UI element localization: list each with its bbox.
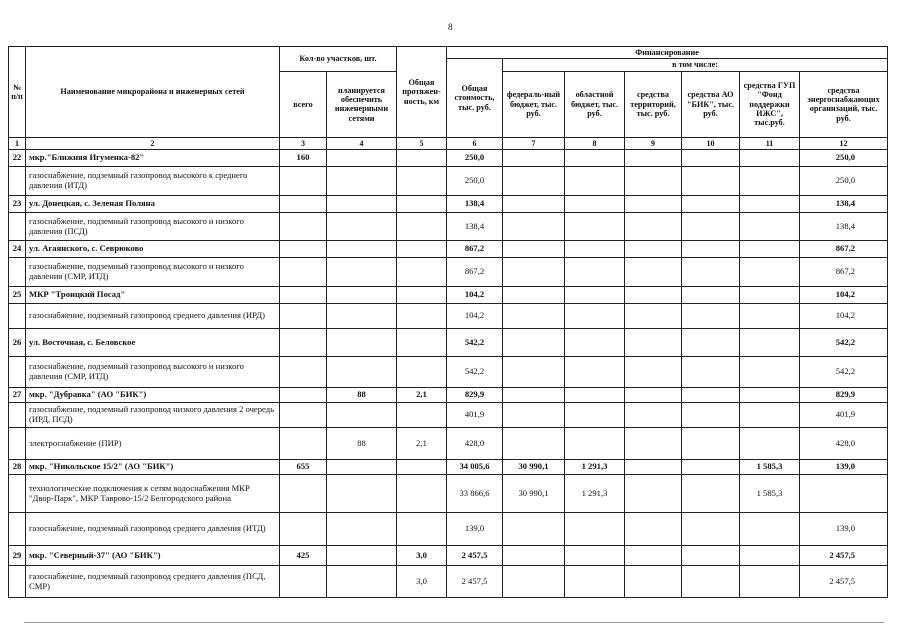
energy-cell: 250,0	[800, 150, 888, 167]
plots-planned-cell	[327, 241, 397, 258]
col-header-regional: областной бюджет, тыс. руб.	[565, 71, 625, 137]
territories-cell	[625, 258, 682, 287]
row-name: мкр. "Дубравка" (АО "БИК")	[26, 388, 280, 403]
plots-total-cell	[280, 403, 327, 428]
col-header-energy: средства энергоснабжающих организаций, тыс. руб.	[800, 71, 888, 137]
total-cost-cell: 104,2	[447, 287, 503, 304]
row-name: электроснабжение (ПИР)	[26, 428, 280, 460]
group-row	[9, 241, 888, 258]
row-number	[9, 428, 26, 460]
federal-cell	[503, 388, 565, 403]
bik-cell	[682, 475, 740, 513]
energy-cell: 401,9	[800, 403, 888, 428]
row-name: газоснабжение, подземный газопровод среднего давления (ИРД)	[26, 304, 280, 329]
plots-total-cell	[280, 213, 327, 241]
col-header-federal: федераль-ный бюджет, тыс. руб.	[503, 71, 565, 137]
fund-cell	[740, 213, 800, 241]
federal-cell	[503, 403, 565, 428]
row-name: газоснабжение, подземный газопровод среднего давления (ПСД, СМР)	[26, 566, 280, 598]
regional-cell	[565, 241, 625, 258]
column-number: 9	[625, 137, 682, 149]
total-cost-cell: 542,2	[447, 357, 503, 388]
energy-cell: 542,2	[800, 329, 888, 357]
row-number: 24	[9, 241, 26, 258]
row-number	[9, 167, 26, 196]
fund-cell	[740, 329, 800, 357]
col-header-total-cost: Общая стоимость, тыс. руб.	[447, 59, 503, 137]
row-number: 26	[9, 329, 26, 357]
federal-cell: 30 990,1	[503, 475, 565, 513]
plots-planned-cell	[327, 150, 397, 167]
column-number: 2	[26, 137, 280, 149]
territories-cell	[625, 357, 682, 388]
plots-total-cell	[280, 241, 327, 258]
row-name: ул. Агаянского, с. Севрюково	[26, 241, 280, 258]
regional-cell	[565, 566, 625, 598]
federal-cell	[503, 150, 565, 167]
total-cost-cell: 867,2	[447, 258, 503, 287]
bik-cell	[682, 167, 740, 196]
territories-cell	[625, 304, 682, 329]
regional-cell	[565, 329, 625, 357]
regional-cell	[565, 196, 625, 213]
territories-cell	[625, 513, 682, 546]
column-number: 11	[740, 137, 800, 149]
territories-cell	[625, 329, 682, 357]
table-row	[9, 213, 888, 241]
row-name: мкр."Ближняя Игуменка-82"	[26, 150, 280, 167]
regional-cell	[565, 388, 625, 403]
plots-planned-cell	[327, 213, 397, 241]
energy-cell: 104,2	[800, 287, 888, 304]
col-header-territories: средства территорий, тыс. руб.	[625, 71, 682, 137]
federal-cell	[503, 304, 565, 329]
federal-cell	[503, 258, 565, 287]
length-cell	[397, 150, 447, 167]
plots-planned-cell	[327, 403, 397, 428]
length-cell	[397, 475, 447, 513]
row-number	[9, 357, 26, 388]
plots-total-cell: 425	[280, 546, 327, 566]
regional-cell	[565, 213, 625, 241]
plots-total-cell	[280, 388, 327, 403]
total-cost-cell: 401,9	[447, 403, 503, 428]
energy-cell: 867,2	[800, 241, 888, 258]
row-name: газоснабжение, подземный газопровод среднего давления (ИТД)	[26, 513, 280, 546]
fund-cell	[740, 403, 800, 428]
group-row	[9, 546, 888, 566]
energy-cell: 250,0	[800, 167, 888, 196]
territories-cell	[625, 475, 682, 513]
fund-cell	[740, 150, 800, 167]
fund-cell	[740, 546, 800, 566]
bik-cell	[682, 388, 740, 403]
federal-cell	[503, 287, 565, 304]
total-cost-cell: 33 866,6	[447, 475, 503, 513]
table-row	[9, 258, 888, 287]
column-number: 6	[447, 137, 503, 149]
fund-cell	[740, 566, 800, 598]
total-cost-cell: 250,0	[447, 167, 503, 196]
group-row	[9, 329, 888, 357]
bik-cell	[682, 329, 740, 357]
plots-total-cell	[280, 513, 327, 546]
federal-cell	[503, 428, 565, 460]
financing-table	[8, 46, 888, 598]
col-header-name: Наименование микрорайона и инженерных сетей	[26, 47, 280, 138]
length-cell	[397, 329, 447, 357]
fund-cell	[740, 196, 800, 213]
plots-total-cell	[280, 428, 327, 460]
bik-cell	[682, 304, 740, 329]
plots-total-cell	[280, 196, 327, 213]
territories-cell	[625, 546, 682, 566]
row-name: технологические подключения к сетям водоснабжения МКР "Двор-Парк", МКР Таврово-15/2 Белгородского района	[26, 475, 280, 513]
row-name: газоснабжение, подземный газопровод высокого к среднего давления (ИТД)	[26, 167, 280, 196]
federal-cell	[503, 329, 565, 357]
plots-total-cell: 655	[280, 460, 327, 475]
bik-cell	[682, 357, 740, 388]
plots-total-cell	[280, 258, 327, 287]
total-cost-cell: 34 005,6	[447, 460, 503, 475]
regional-cell	[565, 513, 625, 546]
table-row	[9, 513, 888, 546]
federal-cell	[503, 357, 565, 388]
plots-total-cell: 160	[280, 150, 327, 167]
row-number	[9, 213, 26, 241]
plots-planned-cell: 88	[327, 428, 397, 460]
fund-cell: 1 585,3	[740, 460, 800, 475]
energy-cell: 542,2	[800, 357, 888, 388]
plots-total-cell	[280, 167, 327, 196]
length-cell	[397, 287, 447, 304]
territories-cell	[625, 150, 682, 167]
territories-cell	[625, 196, 682, 213]
bik-cell	[682, 566, 740, 598]
territories-cell	[625, 287, 682, 304]
bik-cell	[682, 460, 740, 475]
total-cost-cell: 829,9	[447, 388, 503, 403]
territories-cell	[625, 241, 682, 258]
table-row	[9, 304, 888, 329]
row-number	[9, 513, 26, 546]
federal-cell	[503, 513, 565, 546]
bik-cell	[682, 428, 740, 460]
fund-cell	[740, 513, 800, 546]
plots-total-cell	[280, 287, 327, 304]
row-number	[9, 475, 26, 513]
table-row	[9, 475, 888, 513]
row-number	[9, 403, 26, 428]
total-cost-cell: 250,0	[447, 150, 503, 167]
row-name: мкр. "Никольское 15/2" (АО "БИК")	[26, 460, 280, 475]
total-cost-cell: 2 457,5	[447, 566, 503, 598]
table-row	[9, 167, 888, 196]
bik-cell	[682, 196, 740, 213]
column-number: 10	[682, 137, 740, 149]
regional-cell: 1 291,3	[565, 460, 625, 475]
plots-planned-cell	[327, 357, 397, 388]
plots-planned-cell: 88	[327, 388, 397, 403]
energy-cell: 104,2	[800, 304, 888, 329]
row-number	[9, 566, 26, 598]
plots-planned-cell	[327, 513, 397, 546]
plots-planned-cell	[327, 287, 397, 304]
column-number: 7	[503, 137, 565, 149]
plots-planned-cell	[327, 167, 397, 196]
energy-cell: 139,0	[800, 513, 888, 546]
row-name: МКР "Троицкий Посад"	[26, 287, 280, 304]
col-header-financing: Финансирование	[447, 47, 888, 59]
total-cost-cell: 139,0	[447, 513, 503, 546]
row-name: газоснабжение, подземный газопровод высокого и низкого давления (СМР, ИТД)	[26, 357, 280, 388]
energy-cell: 138,4	[800, 213, 888, 241]
group-row	[9, 196, 888, 213]
col-header-bik: средства АО "БИК", тыс. руб.	[682, 71, 740, 137]
table-row	[9, 428, 888, 460]
total-cost-cell: 138,4	[447, 196, 503, 213]
col-header-plots-planned: планируется обеспечить инженерными сетями	[327, 71, 397, 137]
group-row	[9, 287, 888, 304]
length-cell	[397, 403, 447, 428]
energy-cell: 138,4	[800, 196, 888, 213]
bik-cell	[682, 513, 740, 546]
plots-total-cell	[280, 566, 327, 598]
table-row	[9, 357, 888, 388]
length-cell: 3,0	[397, 546, 447, 566]
territories-cell	[625, 213, 682, 241]
plots-planned-cell	[327, 475, 397, 513]
row-number: 28	[9, 460, 26, 475]
total-cost-cell: 138,4	[447, 213, 503, 241]
column-number: 8	[565, 137, 625, 149]
territories-cell	[625, 428, 682, 460]
plots-planned-cell	[327, 566, 397, 598]
regional-cell	[565, 167, 625, 196]
plots-planned-cell	[327, 258, 397, 287]
federal-cell	[503, 566, 565, 598]
row-number: 22	[9, 150, 26, 167]
fund-cell	[740, 167, 800, 196]
col-header-num: № п/п	[9, 47, 26, 138]
row-name: ул. Восточная, с. Беловское	[26, 329, 280, 357]
column-number-row	[9, 137, 888, 149]
energy-cell: 2 457,5	[800, 566, 888, 598]
fund-cell	[740, 304, 800, 329]
plots-total-cell	[280, 329, 327, 357]
column-number: 3	[280, 137, 327, 149]
federal-cell	[503, 167, 565, 196]
column-number: 1	[9, 137, 26, 149]
regional-cell	[565, 546, 625, 566]
plots-total-cell	[280, 475, 327, 513]
plots-planned-cell	[327, 460, 397, 475]
fund-cell	[740, 388, 800, 403]
fund-cell	[740, 258, 800, 287]
bik-cell	[682, 403, 740, 428]
table-row	[9, 403, 888, 428]
plots-total-cell	[280, 304, 327, 329]
length-cell	[397, 167, 447, 196]
row-name: мкр. "Северный-37" (АО "БИК")	[26, 546, 280, 566]
energy-cell	[800, 475, 888, 513]
total-cost-cell: 104,2	[447, 304, 503, 329]
length-cell	[397, 196, 447, 213]
length-cell: 2,1	[397, 388, 447, 403]
energy-cell: 139,0	[800, 460, 888, 475]
group-row	[9, 150, 888, 167]
bik-cell	[682, 258, 740, 287]
federal-cell	[503, 196, 565, 213]
federal-cell	[503, 241, 565, 258]
plots-planned-cell	[327, 329, 397, 357]
table-row	[9, 566, 888, 598]
row-number: 25	[9, 287, 26, 304]
length-cell	[397, 304, 447, 329]
row-name: газоснабжение, подземный газопровод высокого и низкого давления (ПСД)	[26, 213, 280, 241]
page-bottom-rule	[24, 622, 884, 623]
regional-cell	[565, 403, 625, 428]
federal-cell: 30 990,1	[503, 460, 565, 475]
energy-cell: 428,0	[800, 428, 888, 460]
column-number: 4	[327, 137, 397, 149]
fund-cell	[740, 357, 800, 388]
total-cost-cell: 428,0	[447, 428, 503, 460]
plots-planned-cell	[327, 196, 397, 213]
regional-cell	[565, 287, 625, 304]
row-number: 23	[9, 196, 26, 213]
length-cell: 2,1	[397, 428, 447, 460]
bik-cell	[682, 241, 740, 258]
row-name: ул. Донецкая, с. Зеленая Поляна	[26, 196, 280, 213]
bik-cell	[682, 287, 740, 304]
federal-cell	[503, 213, 565, 241]
bik-cell	[682, 213, 740, 241]
territories-cell	[625, 403, 682, 428]
group-row	[9, 388, 888, 403]
regional-cell	[565, 150, 625, 167]
col-header-plots-total: всего	[280, 71, 327, 137]
row-name: газоснабжение, подземный газопровод низкого давления 2 очередь (ИРД, ПСД)	[26, 403, 280, 428]
plots-total-cell	[280, 357, 327, 388]
territories-cell	[625, 566, 682, 598]
col-header-plots: Кол-во участков, шт.	[280, 47, 397, 72]
total-cost-cell: 542,2	[447, 329, 503, 357]
row-number	[9, 258, 26, 287]
length-cell	[397, 241, 447, 258]
regional-cell: 1 291,3	[565, 475, 625, 513]
row-number: 29	[9, 546, 26, 566]
energy-cell: 2 457,5	[800, 546, 888, 566]
bik-cell	[682, 546, 740, 566]
regional-cell	[565, 258, 625, 287]
length-cell	[397, 357, 447, 388]
fund-cell	[740, 428, 800, 460]
fund-cell: 1 585,3	[740, 475, 800, 513]
territories-cell	[625, 167, 682, 196]
territories-cell	[625, 388, 682, 403]
regional-cell	[565, 428, 625, 460]
length-cell	[397, 460, 447, 475]
row-name: газоснабжение, подземный газопровод высокого и низкого давления (СМР, ИТД)	[26, 258, 280, 287]
length-cell	[397, 513, 447, 546]
group-row	[9, 460, 888, 475]
column-number: 12	[800, 137, 888, 149]
length-cell: 3,0	[397, 566, 447, 598]
fund-cell	[740, 287, 800, 304]
regional-cell	[565, 304, 625, 329]
bik-cell	[682, 150, 740, 167]
length-cell	[397, 258, 447, 287]
energy-cell: 867,2	[800, 258, 888, 287]
col-header-length: Общая протяжен-ность, км	[397, 47, 447, 138]
energy-cell: 829,9	[800, 388, 888, 403]
total-cost-cell: 2 457,5	[447, 546, 503, 566]
plots-planned-cell	[327, 546, 397, 566]
total-cost-cell: 867,2	[447, 241, 503, 258]
col-header-fund: средства ГУП "Фонд поддержки ИЖС", тыс.руб.	[740, 71, 800, 137]
federal-cell	[503, 546, 565, 566]
row-number	[9, 304, 26, 329]
length-cell	[397, 213, 447, 241]
col-header-including: в том числе:	[503, 59, 888, 71]
regional-cell	[565, 357, 625, 388]
page-number: 8	[448, 22, 453, 32]
row-number: 27	[9, 388, 26, 403]
column-number: 5	[397, 137, 447, 149]
plots-planned-cell	[327, 304, 397, 329]
territories-cell	[625, 460, 682, 475]
fund-cell	[740, 241, 800, 258]
